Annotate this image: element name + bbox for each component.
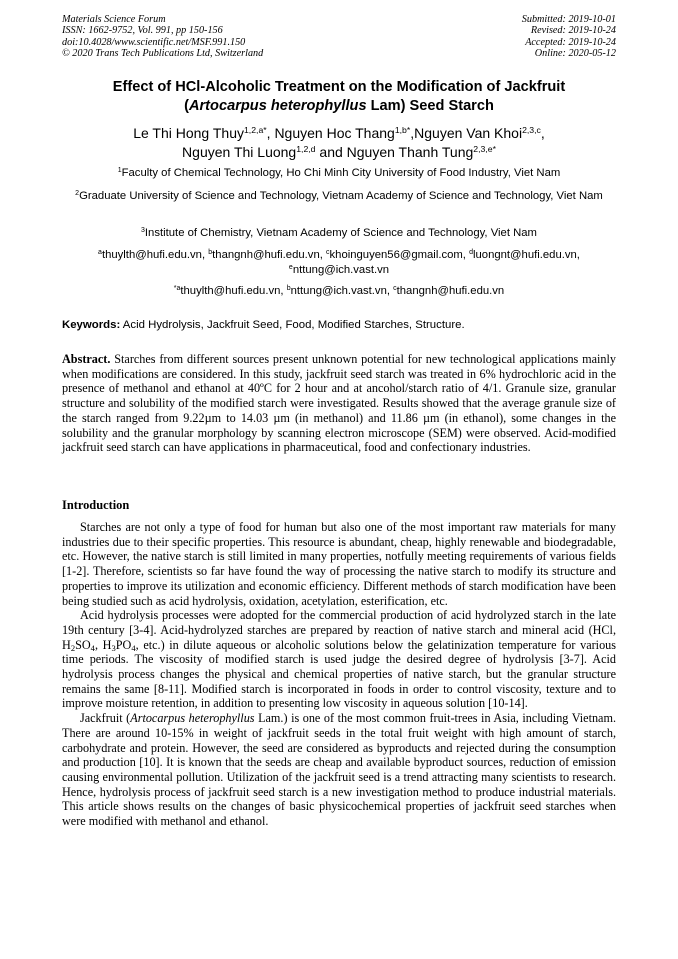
keywords <box>62 318 616 332</box>
affiliation-sup: 1 <box>117 167 122 175</box>
author-sep: , <box>266 125 275 141</box>
keywords-label: Keywords: <box>62 319 121 331</box>
subscript: 4 <box>131 642 136 653</box>
email-address[interactable]: nttung@ich.vast.vn <box>292 263 390 276</box>
doi: doi:10.4028/www.scientific.net/MSF.991.150 <box>62 36 246 48</box>
author-name: Nguyen Hoc Thang <box>274 125 395 141</box>
email-address[interactable]: thangnh@hufi.edu.vn <box>396 285 505 297</box>
author-name: Nguyen Thanh Tung <box>346 144 474 160</box>
email-address[interactable]: nttung@ich.vast.vn, <box>290 285 394 297</box>
paragraph: Starches are not only a type of food for human but also one of the most important raw materials for many industries due to their specific properties. This resource is abundant, cheap, highly renewable and biodegradable, etc. However, the native starch is still limited in many properties, notfully meeting requirements of various fields [1-2]. Therefore, scientists so far have found the way of processing the native starch to modify its structure and properties to improve its utilization and economic efficiency. Different methods of starch modification have been being studied such as acid hydrolysis, oxidation, acetylation, esterification, etc. <box>62 520 616 608</box>
text-run: PO <box>115 637 132 652</box>
affiliation-1 <box>62 166 616 181</box>
email-sup: b <box>208 249 213 257</box>
affiliation-text: Graduate University of Science and Technology, Vietnam Academy of Science and Technology, Viet Nam <box>79 190 603 202</box>
corresponding-emails <box>62 284 616 299</box>
affiliation-2 <box>62 189 616 204</box>
email-sup: d <box>469 249 473 257</box>
email-address[interactable]: thuylth@hufi.edu.vn, <box>180 285 287 297</box>
paragraph <box>62 711 616 829</box>
email-address[interactable]: khoinguyen56@gmail.com, <box>329 249 470 261</box>
abstract-text: Starches from different sources present unknown potential for new technological applications mainly when modifications are considered. In this study, jackfruit seed starch was treated in 6% hydrochloric acid in the presence of methanol and ethanol at 40ºC for 2 hour and at ancohol/starch ratio of 4/1. Granule size, granular structure and solubility of the modified starch were investigated. Results showed that the average granule size of the starch ranged from 9.22µm to 14.03 µm (in methanol) and 11.86 µm (in ethanol), some changes in the solubility and the granular morphology by scanning electron microscope (SEM) were observed. Acid-modified jackfruit seed starch can have applications in pharmaceutical, food and confectionary industries. <box>62 352 616 455</box>
affiliation-text: Institute of Chemistry, Vietnam Academy of Science and Technology, Viet Nam <box>144 227 537 239</box>
title-line-1: Effect of HCl-Alcoholic Treatment on the Modification of Jackfruit <box>112 79 566 95</box>
author-list <box>62 124 616 162</box>
paper-title <box>62 78 616 116</box>
online-date: Online: 2020-05-12 <box>534 48 616 60</box>
journal-info <box>62 14 263 60</box>
affiliation-3 <box>62 226 616 241</box>
revised-date: Revised: 2019-10-24 <box>530 25 616 37</box>
copyright: © 2020 Trans Tech Publications Ltd, Switzerland <box>62 48 264 60</box>
author-emails <box>62 248 616 277</box>
abstract-label: Abstract. <box>62 352 111 366</box>
author-sep: , <box>410 125 415 141</box>
text-run: SO <box>75 637 91 652</box>
journal-name: Materials Science Forum <box>62 14 166 25</box>
introduction-body <box>62 520 616 829</box>
author-name: Nguyen Thi Luong <box>182 144 297 160</box>
introduction-heading: Introduction <box>62 498 130 512</box>
abstract <box>62 352 616 455</box>
text-run: Lam.) is one of the most common fruit-trees in Asia, including Vietnam. There are around 10-15% in weight of jackfruit seeds in the total fruit weight with high amount of starch, carbohydrate and protein. However, the seed are considered as byproducts and rejected during the consumption and production [10]. It is known that the seeds are cheap and available byproduct sources, reduction of emission causing environmental pollution. Utilization of the jackfruit seed is a trend attracting many scientists to research. Hence, hydrolysis process of jackfruit seed starch is a new investigation method to produce industrial materials. This article shows results on the changes of basic physicochemical properties of jackfruit seed starches when were modified with methanol and ethanol. <box>62 711 616 829</box>
author-sep: , <box>540 125 545 141</box>
affiliation-text: Faculty of Chemical Technology, Ho Chi Minh City University of Food Industry, Viet Nam <box>121 167 561 179</box>
affiliation-sup: 2 <box>75 190 80 198</box>
text-run: Acid hydrolysis processes were adopted for the commercial production of acid hydrolyzed starch in the late 19th century [3-4]. Acid-hydrolyzed starches are prepared by reaction of native starch and mineral acid (HCl, H <box>62 608 616 652</box>
author-sup: 2,3,c <box>522 125 541 136</box>
email-address[interactable]: luongnt@hufi.edu.vn, <box>473 249 580 261</box>
email-sup: e <box>288 263 293 271</box>
submitted-date: Submitted: 2019-10-01 <box>521 14 616 25</box>
email-address[interactable]: thuylth@hufi.edu.vn, <box>101 249 209 261</box>
author-sup: 1,b* <box>394 125 411 136</box>
accepted-date: Accepted: 2019-10-24 <box>525 36 616 48</box>
author-line-2 <box>62 143 616 162</box>
email-sup: c <box>393 285 397 293</box>
text-run: Jackfruit ( <box>80 711 131 726</box>
email-sup: b <box>286 285 291 293</box>
author-sup: 2,3,e* <box>473 144 496 155</box>
title-rest: Lam) Seed Starch <box>366 98 494 114</box>
issn: ISSN: 1662-9752, Vol. 991, pp 150-156 <box>62 25 223 37</box>
email-sup: a <box>98 249 102 257</box>
author-sep: and <box>315 144 347 160</box>
title-species: Artocarpus heterophyllus <box>188 98 367 114</box>
text-run: , etc.) in dilute aqueous or alcoholic solutions below the gelatinization temperature for various time periods. The viscosity of modified starch is used judge the desired degree of hydrolysis [3-7]. Acid hydrolysis process changes the physical and chemical properties of native starch, but the granular structure remains the same [8-11]. Modified starch is incorporated in foods in order to control viscosity, texture and to improve moisture retention, in addition to presenting low viscosity in aqueous solution [10-14]. <box>62 637 616 711</box>
author-name: Nguyen Van Khoi <box>414 125 523 141</box>
email-address[interactable]: thangnh@hufi.edu.vn, <box>212 249 327 261</box>
title-line-2 <box>62 97 616 116</box>
email-sup: c <box>326 249 330 257</box>
paragraph <box>62 608 616 711</box>
author-name: Le Thi Hong Thuy <box>133 125 244 141</box>
keywords-text: Acid Hydrolysis, Jackfruit Seed, Food, Modified Starches, Structure. <box>120 319 465 331</box>
subscript: 2 <box>70 642 76 653</box>
subscript: 3 <box>111 642 116 653</box>
author-sup: 1,2,a* <box>243 125 267 136</box>
publication-dates <box>522 14 616 60</box>
author-line-1 <box>62 124 616 143</box>
subscript: 4 <box>90 642 95 653</box>
species-name: Artocarpus heterophyllus <box>130 711 255 726</box>
title-paren: ( <box>184 98 189 114</box>
author-sup: 1,2,d <box>296 144 316 155</box>
text-run: , H <box>94 637 112 652</box>
affiliation-sup: 3 <box>141 227 145 235</box>
email-sup: *a <box>173 285 181 293</box>
